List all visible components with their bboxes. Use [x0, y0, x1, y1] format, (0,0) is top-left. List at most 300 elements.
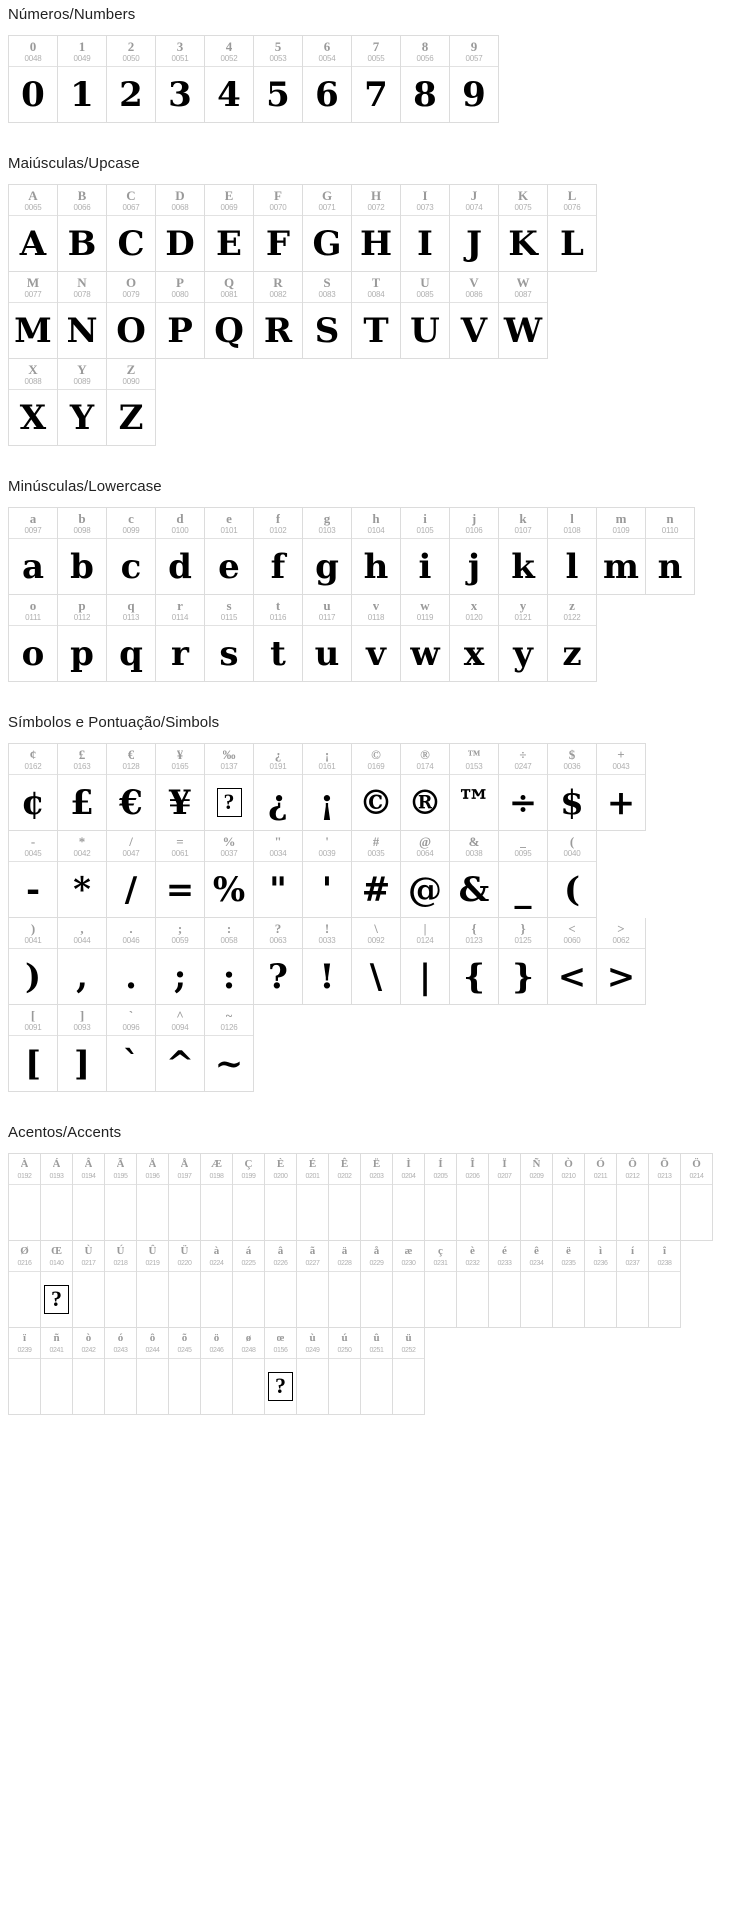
glyph-cell-header [352, 744, 400, 774]
glyph-char-label: R [273, 275, 283, 290]
glyph-cell[interactable] [73, 1241, 105, 1327]
glyph-cell[interactable] [499, 185, 548, 271]
glyph-cell-header [521, 1241, 552, 1271]
glyph-preview: _ [514, 869, 532, 910]
glyph-cell[interactable] [156, 508, 205, 594]
glyph-cell[interactable] [9, 831, 58, 917]
glyph-preview [361, 1272, 392, 1327]
glyph-cell-header [548, 744, 596, 774]
glyph-cell[interactable] [401, 831, 450, 917]
glyph-cell[interactable] [9, 185, 58, 271]
glyph-cell-header [254, 36, 302, 66]
glyph-cell[interactable] [58, 918, 107, 1004]
glyph-preview: b [70, 546, 94, 587]
glyph-preview: Y [69, 397, 95, 438]
glyph-preview [265, 1272, 296, 1327]
glyph-cell[interactable] [137, 1154, 169, 1240]
glyph-cell-header [450, 744, 498, 774]
glyph-cell[interactable] [265, 1154, 297, 1240]
glyph-cell[interactable] [205, 831, 254, 917]
glyph-cell[interactable] [352, 508, 401, 594]
glyph-cell-header [401, 744, 449, 774]
glyph-char-label: ™ [467, 747, 481, 762]
glyph-char-label: Ô [628, 1158, 637, 1170]
glyph-cell-header [9, 595, 57, 625]
glyph-cell-header [205, 1005, 253, 1035]
glyph-grid [0, 35, 730, 123]
glyph-code-label: 0137 [220, 762, 238, 771]
glyph-cell[interactable] [303, 508, 352, 594]
glyph-char-label: ö [213, 1332, 220, 1344]
glyph-cell-header [297, 1328, 328, 1358]
glyph-cell-header [58, 744, 106, 774]
glyph-cell[interactable] [450, 831, 499, 917]
glyph-cell[interactable] [617, 1154, 649, 1240]
glyph-preview [265, 1185, 296, 1240]
glyph-preview: K [508, 223, 538, 264]
glyph-cell[interactable] [297, 1328, 329, 1414]
glyph-cell[interactable] [499, 831, 548, 917]
glyph-cell[interactable] [457, 1154, 489, 1240]
glyph-cell[interactable] [254, 918, 303, 1004]
glyph-cell[interactable] [649, 1241, 681, 1327]
glyph-cell-header [41, 1154, 72, 1184]
glyph-preview: N [66, 310, 98, 351]
glyph-grid [0, 743, 730, 1092]
glyph-cell[interactable] [303, 185, 352, 271]
glyph-code-label: 0111 [25, 613, 41, 622]
glyph-code-label: 0098 [73, 526, 91, 535]
glyph-code-label: 0194 [81, 1173, 96, 1180]
glyph-cell[interactable] [9, 1005, 58, 1091]
glyph-cell-header [58, 272, 106, 302]
glyph-cell[interactable] [597, 508, 646, 594]
glyph-char-label: 2 [127, 39, 135, 54]
glyph-cell-header [137, 1154, 168, 1184]
glyph-cell[interactable] [9, 595, 58, 681]
glyph-row [8, 1241, 681, 1328]
glyph-cell[interactable] [521, 1241, 553, 1327]
glyph-cell-header [107, 359, 155, 389]
glyph-cell[interactable] [233, 1328, 265, 1414]
glyph-char-label: ¥ [176, 747, 184, 762]
glyph-code-label: 0203 [369, 1173, 384, 1180]
glyph-char-label: ò [85, 1332, 92, 1344]
glyph-cell[interactable] [156, 185, 205, 271]
glyph-cell[interactable] [205, 36, 254, 122]
glyph-cell[interactable] [329, 1154, 361, 1240]
glyph-cell[interactable] [107, 744, 156, 830]
glyph-cell[interactable] [401, 595, 450, 681]
glyph-cell-header [9, 272, 57, 302]
glyph-cell[interactable] [401, 744, 450, 830]
glyph-code-label: 0108 [563, 526, 581, 535]
glyph-cell[interactable] [205, 595, 254, 681]
glyph-cell[interactable] [58, 36, 107, 122]
glyph-cell[interactable] [107, 185, 156, 271]
glyph-cell-header [597, 508, 645, 538]
glyph-cell[interactable] [393, 1154, 425, 1240]
glyph-cell[interactable] [205, 744, 254, 830]
glyph-cell[interactable] [58, 508, 107, 594]
glyph-preview: 6 [315, 74, 339, 115]
glyph-cell[interactable] [489, 1241, 521, 1327]
glyph-char-label: r [177, 598, 183, 613]
glyph-cell[interactable] [361, 1154, 393, 1240]
glyph-cell[interactable] [303, 918, 352, 1004]
glyph-cell[interactable] [499, 918, 548, 1004]
glyph-cell[interactable] [205, 918, 254, 1004]
glyph-cell[interactable] [303, 744, 352, 830]
glyph-cell[interactable] [393, 1328, 425, 1414]
glyph-preview: O [116, 310, 146, 351]
glyph-cell[interactable] [265, 1241, 297, 1327]
glyph-cell[interactable] [401, 918, 450, 1004]
glyph-cell[interactable] [499, 595, 548, 681]
glyph-cell[interactable] [58, 185, 107, 271]
glyph-cell[interactable] [254, 595, 303, 681]
glyph-cell[interactable] [450, 508, 499, 594]
glyph-cell-header [499, 272, 547, 302]
glyph-preview: T [363, 310, 389, 351]
glyph-preview: 5 [266, 74, 290, 115]
glyph-cell[interactable] [303, 831, 352, 917]
glyph-cell[interactable] [58, 744, 107, 830]
glyph-char-label: è [470, 1245, 475, 1257]
glyph-code-label: 0041 [24, 936, 42, 945]
glyph-char-label: Ö [692, 1158, 701, 1170]
glyph-cell[interactable] [156, 595, 205, 681]
glyph-char-label: ) [30, 921, 36, 936]
glyph-preview: x [463, 633, 485, 674]
glyph-cell[interactable] [553, 1154, 585, 1240]
glyph-row [8, 35, 499, 123]
glyph-preview: ÷ [508, 782, 538, 823]
glyph-cell-header [361, 1328, 392, 1358]
glyph-cell[interactable] [352, 185, 401, 271]
glyph-cell[interactable] [105, 1241, 137, 1327]
glyph-cell-header [450, 185, 498, 215]
glyph-cell[interactable] [457, 1241, 489, 1327]
glyph-cell[interactable] [58, 359, 107, 445]
glyph-cell[interactable] [107, 1005, 156, 1091]
glyph-cell[interactable] [548, 918, 597, 1004]
glyph-preview: ^ [165, 1043, 195, 1084]
glyph-cell[interactable] [9, 1241, 41, 1327]
glyph-grid [0, 1153, 730, 1415]
glyph-code-label: 0119 [416, 613, 434, 622]
glyph-cell[interactable] [254, 272, 303, 358]
glyph-code-label: 0047 [122, 849, 140, 858]
glyph-cell[interactable] [156, 36, 205, 122]
glyph-cell-header [352, 918, 400, 948]
glyph-code-label: 0092 [367, 936, 385, 945]
glyph-char-label: \ [374, 921, 378, 936]
glyph-cell-header [105, 1328, 136, 1358]
glyph-code-label: 0243 [113, 1347, 128, 1354]
glyph-cell[interactable] [597, 918, 646, 1004]
glyph-cell-header [169, 1328, 200, 1358]
glyph-code-label: 0169 [367, 762, 385, 771]
glyph-char-label: Ä [148, 1158, 157, 1170]
glyph-cell[interactable] [401, 508, 450, 594]
glyph-cell[interactable] [548, 831, 597, 917]
glyph-code-label: 0102 [269, 526, 287, 535]
glyph-cell-header [156, 508, 204, 538]
glyph-cell[interactable] [548, 508, 597, 594]
glyph-cell[interactable] [329, 1328, 361, 1414]
glyph-preview: \ [369, 956, 383, 997]
glyph-code-label: 0113 [122, 613, 140, 622]
glyph-cell[interactable] [9, 508, 58, 594]
glyph-cell[interactable] [450, 36, 499, 122]
glyph-cell[interactable] [137, 1328, 169, 1414]
glyph-cell[interactable] [393, 1241, 425, 1327]
glyph-cell[interactable] [107, 359, 156, 445]
glyph-cell[interactable] [169, 1328, 201, 1414]
glyph-cell-header [401, 36, 449, 66]
glyph-char-label: 4 [225, 39, 233, 54]
glyph-cell[interactable] [548, 185, 597, 271]
glyph-cell-header [9, 508, 57, 538]
glyph-cell[interactable] [201, 1241, 233, 1327]
glyph-cell-header [489, 1154, 520, 1184]
glyph-cell[interactable] [9, 1154, 41, 1240]
glyph-char-label: . [129, 921, 133, 936]
glyph-cell[interactable] [361, 1328, 393, 1414]
glyph-cell[interactable] [107, 918, 156, 1004]
glyph-cell[interactable] [156, 1005, 205, 1091]
glyph-cell-header [107, 744, 155, 774]
glyph-cell[interactable] [352, 595, 401, 681]
glyph-cell[interactable] [233, 1241, 265, 1327]
glyph-cell-header [401, 185, 449, 215]
glyph-cell[interactable] [254, 185, 303, 271]
glyph-code-label: 0095 [514, 849, 532, 858]
glyph-cell-header [393, 1328, 424, 1358]
glyph-cell[interactable] [58, 831, 107, 917]
missing-glyph-box: ? [268, 1372, 293, 1400]
glyph-cell[interactable] [9, 36, 58, 122]
glyph-preview: y [513, 633, 533, 674]
glyph-cell[interactable] [254, 831, 303, 917]
glyph-cell[interactable] [352, 831, 401, 917]
glyph-cell[interactable] [401, 185, 450, 271]
glyph-cell[interactable] [329, 1241, 361, 1327]
glyph-cell[interactable] [425, 1154, 457, 1240]
glyph-code-label: 0245 [177, 1347, 192, 1354]
glyph-code-label: 0070 [269, 203, 287, 212]
glyph-cell-header [205, 744, 253, 774]
glyph-code-label: 0087 [514, 290, 532, 299]
glyph-preview [361, 1185, 392, 1240]
glyph-cell[interactable] [585, 1241, 617, 1327]
glyph-cell[interactable] [156, 272, 205, 358]
glyph-preview [329, 1185, 360, 1240]
glyph-cell[interactable] [73, 1154, 105, 1240]
glyph-cell[interactable] [205, 185, 254, 271]
glyph-cell[interactable] [303, 36, 352, 122]
glyph-cell-header [169, 1241, 200, 1271]
glyph-cell-header [205, 508, 253, 538]
glyph-cell[interactable] [58, 272, 107, 358]
glyph-char-label: ì [598, 1245, 603, 1257]
glyph-cell[interactable] [105, 1328, 137, 1414]
glyph-cell[interactable] [265, 1328, 297, 1414]
glyph-cell[interactable] [303, 595, 352, 681]
glyph-preview [41, 1272, 72, 1327]
glyph-cell[interactable] [352, 36, 401, 122]
glyph-cell[interactable] [681, 1154, 713, 1240]
glyph-code-label: 0039 [318, 849, 336, 858]
glyph-cell[interactable] [254, 508, 303, 594]
glyph-cell[interactable] [58, 1005, 107, 1091]
glyph-cell[interactable] [548, 595, 597, 681]
glyph-cell[interactable] [401, 36, 450, 122]
glyph-cell[interactable] [553, 1241, 585, 1327]
glyph-cell[interactable] [303, 272, 352, 358]
glyph-preview: I [417, 223, 433, 264]
glyph-char-label: ® [420, 747, 430, 762]
glyph-cell[interactable] [401, 272, 450, 358]
glyph-cell[interactable] [297, 1154, 329, 1240]
glyph-preview: V [460, 310, 488, 351]
glyph-code-label: 0093 [73, 1023, 91, 1032]
glyph-cell[interactable] [107, 595, 156, 681]
glyph-cell[interactable] [597, 744, 646, 830]
glyph-cell[interactable] [499, 272, 548, 358]
glyph-cell[interactable] [649, 1154, 681, 1240]
glyph-cell[interactable] [205, 272, 254, 358]
glyph-cell[interactable] [205, 508, 254, 594]
glyph-cell[interactable] [9, 744, 58, 830]
glyph-cell-header [41, 1241, 72, 1271]
glyph-cell[interactable] [297, 1241, 329, 1327]
glyph-preview [297, 1272, 328, 1327]
glyph-code-label: 0234 [529, 1260, 544, 1267]
glyph-code-label: 0077 [24, 290, 42, 299]
glyph-preview [297, 1359, 328, 1414]
glyph-char-label: ñ [53, 1332, 60, 1344]
glyph-cell-header [105, 1241, 136, 1271]
glyph-cell[interactable] [499, 744, 548, 830]
glyph-cell[interactable] [9, 272, 58, 358]
glyph-code-label: 0051 [171, 54, 189, 63]
glyph-cell[interactable] [169, 1154, 201, 1240]
glyph-cell[interactable] [254, 744, 303, 830]
glyph-char-label: ~ [225, 1008, 233, 1023]
glyph-cell[interactable] [585, 1154, 617, 1240]
glyph-char-label: & [468, 834, 480, 849]
glyph-cell[interactable] [41, 1241, 73, 1327]
glyph-cell[interactable] [9, 1328, 41, 1414]
glyph-preview [41, 1185, 72, 1240]
glyph-cell[interactable] [254, 36, 303, 122]
glyph-code-label: 0109 [612, 526, 630, 535]
glyph-cell[interactable] [450, 272, 499, 358]
glyph-cell-header [254, 595, 302, 625]
glyph-cell[interactable] [205, 1005, 254, 1091]
glyph-cell[interactable] [107, 831, 156, 917]
glyph-cell[interactable] [233, 1154, 265, 1240]
glyph-char-label: * [78, 834, 86, 849]
glyph-code-label: 0220 [177, 1260, 192, 1267]
glyph-cell-header [254, 508, 302, 538]
glyph-preview: 2 [119, 74, 143, 115]
glyph-code-label: 0094 [171, 1023, 189, 1032]
glyph-preview: ] [73, 1043, 91, 1084]
glyph-cell[interactable] [156, 918, 205, 1004]
glyph-row [8, 507, 695, 595]
glyph-cell[interactable] [361, 1241, 393, 1327]
glyph-char-label: n [666, 511, 674, 526]
glyph-char-label: á [245, 1245, 252, 1257]
glyph-cell[interactable] [41, 1328, 73, 1414]
glyph-cell[interactable] [9, 359, 58, 445]
glyph-cell[interactable] [169, 1241, 201, 1327]
glyph-cell[interactable] [41, 1154, 73, 1240]
glyph-cell[interactable] [450, 744, 499, 830]
glyph-cell[interactable] [499, 508, 548, 594]
glyph-cell[interactable] [646, 508, 695, 594]
glyph-cell[interactable] [450, 918, 499, 1004]
glyph-cell-header [9, 831, 57, 861]
glyph-cell[interactable] [107, 272, 156, 358]
glyph-preview: : [222, 956, 236, 997]
glyph-cell[interactable] [107, 508, 156, 594]
glyph-preview: $ [560, 782, 584, 823]
glyph-cell[interactable] [450, 595, 499, 681]
glyph-cell[interactable] [450, 185, 499, 271]
glyph-cell[interactable] [105, 1154, 137, 1240]
glyph-preview [297, 1185, 328, 1240]
glyph-preview: D [165, 223, 195, 264]
glyph-cell-header [107, 1005, 155, 1035]
glyph-cell[interactable] [352, 744, 401, 830]
glyph-cell[interactable] [137, 1241, 169, 1327]
glyph-code-label: 0114 [171, 613, 189, 622]
glyph-cell[interactable] [156, 831, 205, 917]
glyph-char-label: â [277, 1245, 284, 1257]
glyph-cell-header [233, 1328, 264, 1358]
glyph-cell[interactable] [489, 1154, 521, 1240]
glyph-code-label: 0247 [514, 762, 532, 771]
glyph-cell[interactable] [352, 918, 401, 1004]
glyph-cell[interactable] [156, 744, 205, 830]
section-title: Minúsculas/Lowercase [8, 478, 162, 495]
glyph-cell[interactable] [58, 595, 107, 681]
glyph-preview: z [562, 633, 582, 674]
glyph-cell-header [156, 918, 204, 948]
glyph-code-label: 0230 [401, 1260, 416, 1267]
glyph-preview [425, 1272, 456, 1327]
glyph-cell[interactable] [617, 1241, 649, 1327]
glyph-preview [521, 1185, 552, 1240]
glyph-cell[interactable] [548, 744, 597, 830]
glyph-cell[interactable] [107, 36, 156, 122]
glyph-char-label: ê [534, 1245, 539, 1257]
glyph-cell[interactable] [352, 272, 401, 358]
glyph-cell[interactable] [201, 1328, 233, 1414]
glyph-cell[interactable] [425, 1241, 457, 1327]
glyph-cell[interactable] [201, 1154, 233, 1240]
glyph-code-label: 0078 [73, 290, 91, 299]
glyph-cell[interactable] [9, 918, 58, 1004]
glyph-code-label: 0086 [465, 290, 483, 299]
glyph-cell-header [265, 1241, 296, 1271]
glyph-cell[interactable] [73, 1328, 105, 1414]
glyph-cell[interactable] [521, 1154, 553, 1240]
